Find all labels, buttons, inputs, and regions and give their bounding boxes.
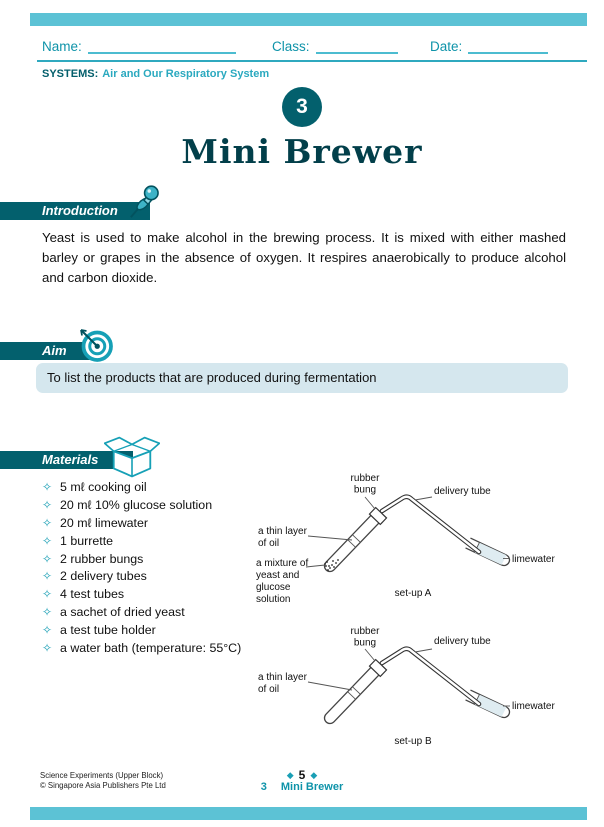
materials-item [42,603,257,621]
label-bung: bung [353,484,377,496]
page-title: Mini Brewer [181,132,423,171]
setup-a-diagram [250,466,604,616]
diamond-bullet-icon: ✧ [42,569,53,584]
label-mixture-line3: glucose [256,582,291,593]
label-limewater: limewater [512,701,555,712]
label-delivery-tube: delivery tube [434,636,491,647]
diamond-bullet-icon: ✧ [42,515,53,530]
diamond-bullet-icon: ✧ [42,605,53,620]
materials-item-text: 2 rubber bungs [60,551,144,566]
materials-item [42,639,257,657]
series-title: Air and Our Respiratory System [102,68,270,80]
aim-heading: Aim [42,343,67,358]
series-prefix: SYSTEMS: [42,68,99,80]
caption-setup-a: set-up A [394,588,432,599]
materials-item-text: a water bath (temperature: 55°C) [60,640,242,655]
diamond-bullet-icon: ✧ [42,533,53,548]
top-border-bar [30,13,587,26]
materials-item-text: a test tube holder [60,623,156,638]
materials-item [42,532,257,550]
name-blank-line [88,39,236,54]
diamond-icon: ◆ [310,770,318,780]
imprint-line2: © Singapore Asia Publishers Pte Ltd [40,781,166,790]
label-rubber: rubber [350,473,380,484]
label-mixture-line4: solution [256,594,291,605]
chapter-number-badge: 3 [282,87,322,127]
materials-item [42,567,257,585]
materials-heading: Materials [42,452,99,467]
diamond-bullet-icon: ✧ [42,640,53,655]
diamond-bullet-icon: ✧ [42,551,53,566]
class-label: Class: [272,39,310,54]
materials-item [42,550,257,568]
date-label: Date: [430,39,463,54]
label-rubber: rubber [350,626,380,637]
footer-chapter-number: 3 [260,781,267,793]
materials-item [42,478,257,496]
materials-item-text: 20 mℓ limewater [60,515,149,530]
diamond-bullet-icon: ✧ [42,497,53,512]
materials-item-text: 4 test tubes [60,587,125,602]
materials-item [42,585,257,603]
label-oil-line1: a thin layer [258,526,307,537]
series-line [42,68,269,80]
aim-text: To list the products that are produced during fermentation [47,370,377,385]
open-box-icon [104,433,160,481]
name-label: Name: [42,39,82,54]
materials-item-text: 20 mℓ 10% glucose solution [60,497,213,512]
page-number: 5 [298,768,306,782]
label-limewater: limewater [512,554,555,565]
materials-item [42,621,257,639]
label-mixture-line2: yeast and [256,570,300,581]
diamond-bullet-icon: ✧ [42,479,53,494]
introduction-heading: Introduction [42,203,118,218]
delivery-tube-drawing [382,649,479,704]
pushpin-icon [126,182,162,220]
footer-chapter-title: Mini Brewer [280,781,344,793]
caption-setup-b: set-up B [394,736,432,747]
setup-b-diagram [250,618,604,768]
materials-item-text: 2 delivery tubes [60,569,147,584]
diamond-bullet-icon: ✧ [42,623,53,638]
test-tube-limewater-drawing [466,538,510,565]
bottom-border-bar [30,807,587,820]
materials-item-text: 1 burrette [60,533,114,548]
footer-chapter-line [0,781,604,793]
test-tube-control-drawing [324,664,381,723]
label-oil-line2: of oil [258,538,280,549]
aim-statement-box [36,363,568,393]
diamond-bullet-icon: ✧ [42,587,53,602]
introduction-body: Yeast is used to make alcohol in the brewing process. It is mixed with either mashed barley or grapes in the absence of oxygen. It respires anaerobically to produce alcohol and carbon dioxide. [42,230,566,285]
name-field [42,39,236,54]
date-blank-line [468,39,548,54]
materials-item-text: a sachet of dried yeast [60,605,185,620]
diamond-icon: ◆ [286,770,294,780]
delivery-tube-drawing [382,497,479,552]
imprint-line1: Science Experiments (Upper Block) [40,771,164,780]
label-delivery-tube: delivery tube [434,486,491,497]
materials-item [42,496,257,514]
materials-list [42,478,257,657]
label-mixture-line1: a mixture of [256,558,309,569]
label-bung: bung [353,637,377,649]
materials-item-text: 5 mℓ cooking oil [60,479,147,494]
test-tube-limewater-drawing [466,690,510,717]
header-divider [37,60,587,62]
class-blank-line [316,39,398,54]
test-tube-yeast-drawing [324,512,382,571]
date-field [430,39,548,54]
label-oil-line1: a thin layer [258,672,307,683]
label-oil-line2: of oil [258,684,280,695]
materials-item [42,514,257,532]
target-icon [76,325,116,365]
class-field [272,39,398,54]
